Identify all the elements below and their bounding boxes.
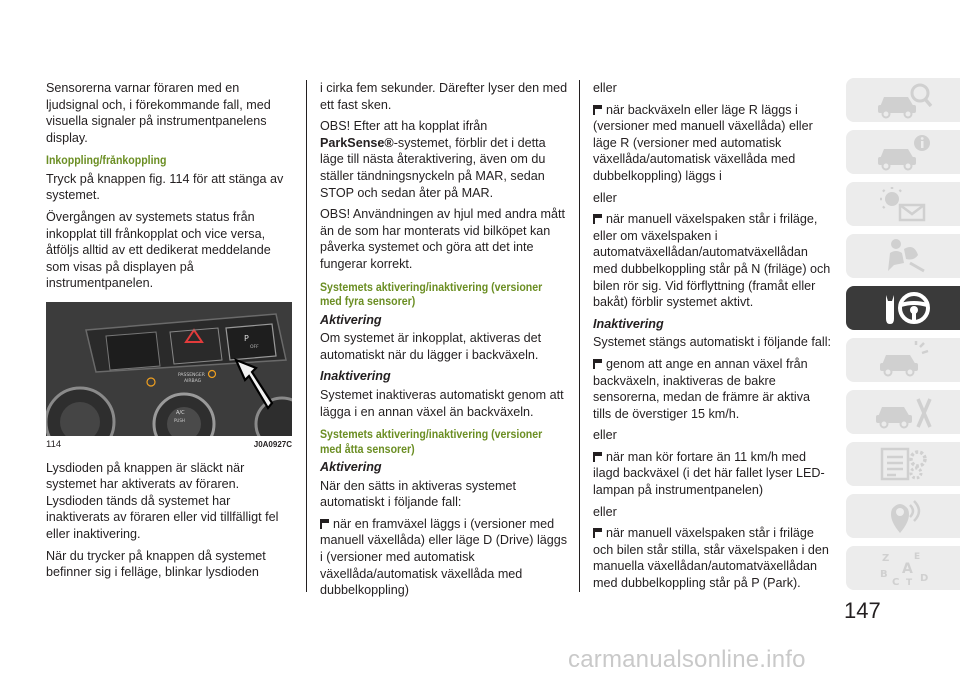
svg-text:PUSH: PUSH — [174, 418, 185, 424]
bullet-item: när manuell växelspaken står i friläge och bilen står stilla, står växelspaken i den manuella växellådan/automatväxellådan med dubbelkoppling står på P (Park). — [593, 526, 829, 591]
page-number: 147 — [844, 598, 881, 623]
tab-car-info[interactable] — [846, 130, 960, 174]
parksense-brand: ParkSense® — [320, 135, 394, 150]
svg-text:B: B — [880, 569, 888, 580]
svg-text:T: T — [906, 578, 913, 587]
multimedia-icon — [874, 497, 934, 535]
paragraph: i cirka fem sekunder. Därefter lyser den med ett fast sken. — [320, 81, 568, 112]
bullet-icon — [593, 528, 603, 538]
subheading-inaktivering: Inaktivering — [593, 316, 664, 331]
svg-text:AIRBAG: AIRBAG — [184, 379, 202, 385]
column-3 — [593, 80, 831, 597]
paragraph: Systemet stängs automatiskt i följande fall: — [593, 335, 831, 350]
bullet-icon — [593, 105, 603, 115]
car-wrench-icon — [874, 393, 934, 431]
tab-specs[interactable] — [846, 442, 960, 486]
bullet-icon — [593, 452, 603, 462]
seat-airbag-icon — [874, 237, 934, 275]
figure-code: J0A0927C — [253, 440, 292, 450]
chapter-tabs — [846, 78, 960, 598]
bullet-icon — [320, 519, 330, 529]
tab-car-search[interactable] — [846, 78, 960, 122]
bullet-item: när backväxeln eller läge R läggs i (versioner med manuell växellåda) eller läge R (versioner med automatisk växellåda/automatisk växellåda med dubbelkoppling) läggs i — [593, 102, 813, 183]
paragraph: Om systemet är inkopplat, aktiveras det automatiskt när du lägger i backväxeln. — [320, 331, 542, 362]
svg-text:OFF: OFF — [250, 345, 259, 351]
svg-text:D: D — [920, 573, 929, 584]
paragraph: Övergången av systemets status från inkopplat till frånkopplat och vice versa, åtföljs alltid av ett dedikerat meddelande som visas på displayen på instrumentpanelen. — [46, 210, 271, 291]
or-text: eller — [593, 504, 617, 519]
warning-lights-icon — [874, 185, 934, 223]
tab-car-breakdown[interactable] — [846, 338, 960, 382]
paragraph: Tryck på knappen fig. 114 för att stänga av systemet. — [46, 171, 284, 203]
car-info-icon — [874, 133, 934, 171]
svg-text:E: E — [914, 552, 921, 562]
passenger-airbag-label: PASSENGER — [178, 373, 205, 379]
bullet-item: genom att ange en annan växel från backväxeln, inaktiveras de bakre sensorerna, medan de främre är aktiva tills de överstiger 15 km/h. — [593, 356, 810, 421]
bullet-icon — [593, 214, 603, 224]
paragraph: OBS! Användningen av hjul med andra mått än de som har monterats vid bilköpet kan påverka systemet och göra att det inte fungerar korrekt. — [320, 207, 566, 271]
or-text: eller — [593, 428, 617, 443]
tab-car-wrench[interactable] — [846, 390, 960, 434]
tab-steering-wheel[interactable] — [846, 286, 960, 330]
or-text: eller — [593, 190, 617, 205]
svg-text:A: A — [902, 561, 913, 577]
paragraph: När du trycker på knappen då systemet befinner sig i felläge, blinkar lysdioden — [46, 548, 266, 580]
figure-number: 114 — [46, 439, 62, 451]
paragraph: OBS! Efter att ha kopplat ifrån ParkSense®-systemet, förblir det i detta läge till nästa återaktivering, även om du ställer tändningsnyckeln på MAR, sedan STOP och sedan åter på MAR. — [320, 119, 546, 200]
tab-warning-lights[interactable] — [846, 182, 960, 226]
section-heading-four-sensors: Systemets aktivering/inaktivering (versioner med fyra sensorer) — [320, 281, 543, 309]
section-heading-eight-sensors: Systemets aktivering/inaktivering (versioner med åtta sensorer) — [320, 429, 543, 456]
svg-text:A/C: A/C — [176, 410, 185, 417]
svg-text:Z: Z — [882, 553, 890, 564]
paragraph: När den sätts in aktiveras systemet automatiskt i följande fall: — [320, 478, 516, 510]
car-search-icon — [874, 81, 934, 119]
column-1 — [46, 80, 292, 586]
index-letters-icon — [874, 549, 934, 587]
svg-text:C: C — [892, 577, 900, 587]
intro-paragraph: Sensorerna varnar föraren med en ljudsignal och, i förekommande fall, med visuella signaler på instrumentpanelens display. — [46, 81, 271, 145]
section-heading-inkoppling: Inkoppling/frånkoppling — [46, 155, 167, 168]
bullet-item: när manuell växelspaken står i friläge, eller om växelspaken i automatväxellådan/automatväxellådan med dubbelkoppling står på N (friläge) och bilen rör sig. Vid förflyttning (framåt eller bakåt) förblir systemet aktivt. — [593, 212, 831, 310]
park-button-label: P — [244, 334, 249, 344]
column-divider — [306, 80, 307, 592]
figure-caption — [46, 437, 292, 454]
dashboard-illustration — [46, 302, 292, 436]
car-breakdown-icon — [874, 341, 934, 379]
bullet-item: när en framväxel läggs i (versioner med manuell växellåda) eller läge D (Drive) läggs i (versioner med automatisk växellåda/automatisk växellåda med dubbelkoppling) — [320, 516, 568, 598]
tab-multimedia[interactable] — [846, 494, 960, 538]
tab-index[interactable] — [846, 546, 960, 590]
figure-114-photo — [46, 302, 292, 436]
bullet-item: när man kör fortare än 11 km/h med ilagd backväxel (i det här fallet lyser LED-lampan på instrumentpanelen) — [593, 449, 825, 498]
subheading-aktivering: Aktivering — [320, 460, 382, 475]
subheading-inaktivering: Inaktivering — [320, 369, 391, 384]
paragraph: Lysdioden på knappen är släckt när systemet har aktiverats av föraren. Lysdioden tänds då systemet har inaktiverats av föraren eller vid tillfälligt fel eller inaktivering. — [46, 460, 279, 541]
bullet-icon — [593, 359, 603, 369]
subheading-aktivering: Aktivering — [320, 312, 382, 327]
watermark: carmanualsonline.info — [568, 646, 806, 673]
tab-seat-airbag[interactable] — [846, 234, 960, 278]
or-text: eller — [593, 81, 617, 95]
specs-gear-icon — [874, 445, 934, 483]
column-divider — [579, 80, 580, 592]
column-2 — [320, 80, 568, 604]
paragraph: Systemet inaktiveras automatiskt genom att lägga i en annan växel än backväxeln. — [320, 387, 564, 419]
steering-wheel-icon — [874, 289, 934, 327]
